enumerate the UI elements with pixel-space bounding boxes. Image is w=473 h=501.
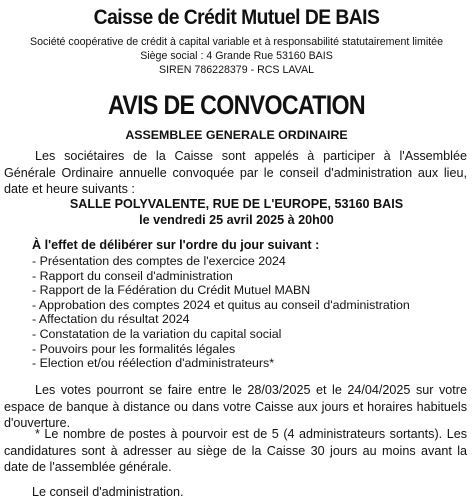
organization-name: Caisse de Crédit Mutuel DE BAIS xyxy=(93,6,380,29)
voting-note: Les votes pourront se faire entre le 28/03/2025 et le 24/04/2025 sur votre espace de banque à distance ou dans votre Caisse aux jours et horaires habituels d'ouverture. xyxy=(4,383,467,431)
agenda-item: - Constatation de la variation du capital social xyxy=(32,327,410,342)
registration-line: SIREN 786228379 - RCS LAVAL xyxy=(159,64,314,76)
agenda-item: - Présentation des comptes de l'exercice 2024 xyxy=(32,254,410,269)
meeting-type: ASSEMBLEE GENERALE ORDINAIRE xyxy=(125,128,348,142)
footnote: * Le nombre de postes à pourvoir est de 5 (4 administrateurs sortants). Les candidatures sont à adresser au siège de la Caisse 30 jours au moins avant la date de l'assemblée générale. xyxy=(4,427,467,475)
registered-office-line: Siège social : 4 Grande Rue 53160 BAIS xyxy=(140,50,333,62)
notice-title: AVIS DE CONVOCATION xyxy=(107,90,365,120)
agenda-item: - Pouvoirs pour les formalités légales xyxy=(32,342,410,357)
agenda-intro: À l'effet de délibérer sur l'ordre du jour suivant : xyxy=(32,238,320,252)
agenda-item: - Approbation des comptes 2024 et quitus au conseil d'administration xyxy=(32,298,410,313)
agenda-item: - Affectation du résultat 2024 xyxy=(32,312,410,327)
agenda-item: - Rapport du conseil d'administration xyxy=(32,269,410,284)
agenda-item: - Rapport de la Fédération du Crédit Mutuel MABN xyxy=(32,283,410,298)
signature: Le conseil d'administration. xyxy=(32,485,184,499)
legal-form-line: Société coopérative de crédit à capital variable et à responsabilité statutairement limitée xyxy=(30,36,443,48)
intro-paragraph: Les sociétaires de la Caisse sont appelés à participer à l'Assemblée Générale Ordinaire annuelle convoquée par le conseil d'administration aux lieu, date et heure suivants : xyxy=(4,149,467,197)
agenda-list xyxy=(32,254,410,371)
agenda-item: - Election et/ou réélection d'administrateurs* xyxy=(32,356,410,371)
meeting-venue: SALLE POLYVALENTE, RUE DE L'EUROPE, 53160 BAIS xyxy=(69,197,404,211)
meeting-datetime: le vendredi 25 avril 2025 à 20h00 xyxy=(139,213,334,227)
